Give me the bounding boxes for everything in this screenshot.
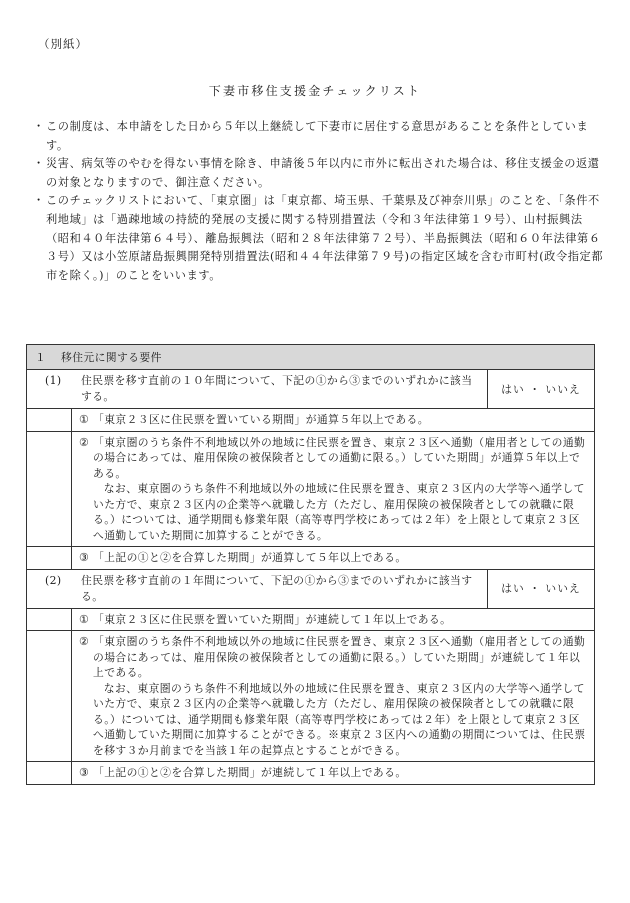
- note-text: この制度は、本申請をした日から５年以上継続して下妻市に居住する意思があることを条件としています。: [46, 120, 589, 152]
- question-row: [27, 370, 594, 409]
- section-title: 移住元に関する要件: [61, 350, 162, 364]
- note-text: 災害、病気等のやむを得ない事情を除き、申請後５年以内に市外に転出された場合は、移住支援金の返還の対象となりますので、御注意ください。: [46, 157, 600, 189]
- condition-marker: ②: [79, 435, 90, 449]
- condition-row: [27, 432, 594, 548]
- yes-no-choice[interactable]: はい ・ いいえ: [501, 582, 581, 595]
- condition-cell: [72, 631, 594, 761]
- condition-marker: ②: [79, 635, 90, 648]
- note-item: [33, 155, 605, 192]
- condition-row: [27, 631, 594, 762]
- note-item: [33, 118, 605, 155]
- indent-cell: [27, 609, 72, 631]
- condition-text: 「東京２３区に住民票を置いていた期間」が連続して１年以上である。: [93, 612, 452, 626]
- condition-row: [27, 762, 594, 784]
- indent-cell: [27, 409, 72, 431]
- condition-row: [27, 409, 594, 432]
- page-title: 下妻市移住支援金チェックリスト: [208, 84, 422, 98]
- condition-cell: [72, 432, 594, 547]
- question-cell: [27, 370, 488, 408]
- indent-cell: [27, 762, 72, 784]
- question-row: [27, 570, 594, 609]
- checklist-table: [26, 344, 595, 785]
- yes-no-choice[interactable]: はい ・ いいえ: [501, 382, 581, 396]
- condition-cell: [72, 762, 594, 784]
- indent-cell: [27, 631, 72, 761]
- condition-text: 「上記の①と②を合算した期間」が連続して１年以上である。: [93, 766, 407, 779]
- condition-cell: [72, 609, 594, 631]
- note-item: [33, 192, 605, 285]
- condition-cell: [72, 547, 594, 569]
- condition-marker: ①: [79, 612, 90, 626]
- bullet-mark: ・: [33, 120, 45, 133]
- condition-row: [27, 609, 594, 632]
- annex-label: （別紙）: [38, 37, 88, 51]
- condition-text: 「東京２３区に住民票を置いている期間」が通算５年以上である。: [93, 413, 429, 426]
- question-number: (1): [45, 374, 62, 387]
- condition-text: 「東京圏のうち条件不利地域以外の地域に住民票を置き、東京２３区へ通勤（雇用者としての通勤の場合にあっては、雇用保険の被保険者としての通勤に限る。）していた期間」が連続して１年以上である。: [93, 635, 586, 679]
- note-text: このチェックリストにおいて、「東京圏」は「東京都、埼玉県、千葉県及び神奈川県」のことを、「条件不利地域」は「過疎地域の持続的発展の支援に関する特別措置法（令和３年法律第１９号）、山村振興法（昭和４０年法律第６４号）、離島振興法（昭和２８年法律第７２号）、半島振興法（昭和６０年法律第６３号）又は小笠原諸島振興開発特別措置法(昭和４４年法律第７９号)の指定区域を含む市町村(政令指定都市を除く。)」のことをいいます。: [46, 194, 604, 282]
- condition-text: 「上記の①と②を合算した期間」が通算して５年以上である。: [93, 551, 407, 564]
- condition-text: 「東京圏のうち条件不利地域以外の地域に住民票を置き、東京２３区へ通勤（雇用者としての通勤の場合にあっては、雇用保険の被保険者としての通勤に限る。）していた期間」が通算５年以上である。: [93, 435, 586, 480]
- question-text: 住民票を移す直前の１０年間について、下記の①から③までのいずれかに該当する。: [81, 374, 473, 403]
- question-cell: [27, 570, 488, 608]
- question-text: 住民票を移す直前の１年間について、下記の①から③までのいずれかに該当する。: [81, 573, 473, 603]
- condition-marker: ③: [79, 551, 90, 564]
- notes-list: [33, 118, 605, 285]
- bullet-mark: ・: [33, 194, 45, 208]
- condition-row: [27, 547, 594, 570]
- condition-note: なお、東京圏のうち条件不利地域以外の地域に住民票を置き、東京２３区内の大学等へ通学していた方で、東京２３区内の企業等へ就職した方（ただし、雇用保険の被保険者としての就職に限る。）については、通学期間も修業年限（高等専門学校にあっては２年）を上限として東京２３区へ通勤していた期間に加算することができる。: [93, 482, 585, 542]
- question-number: (2): [45, 573, 62, 587]
- condition-cell: [72, 409, 594, 431]
- section-header: [27, 345, 594, 370]
- indent-cell: [27, 432, 72, 547]
- bullet-mark: ・: [33, 157, 45, 171]
- indent-cell: [27, 547, 72, 569]
- condition-marker: ③: [79, 766, 90, 779]
- condition-note: なお、東京圏のうち条件不利地域以外の地域に住民票を置き、東京２３区内の大学等へ通学していた方で、東京２３区内の企業等へ就職した方（ただし、雇用保険の被保険者としての就職に限る。）については、通学期間も修業年限（高等専門学校にあっては２年）を上限として東京２３区へ通勤していた期間に加算することができる。※東京２３区内への通勤の期間については、住民票を移す３か月前までを当該１年の起算点とすることができる。: [93, 681, 586, 757]
- section-number: １: [35, 350, 47, 364]
- condition-marker: ①: [79, 413, 90, 426]
